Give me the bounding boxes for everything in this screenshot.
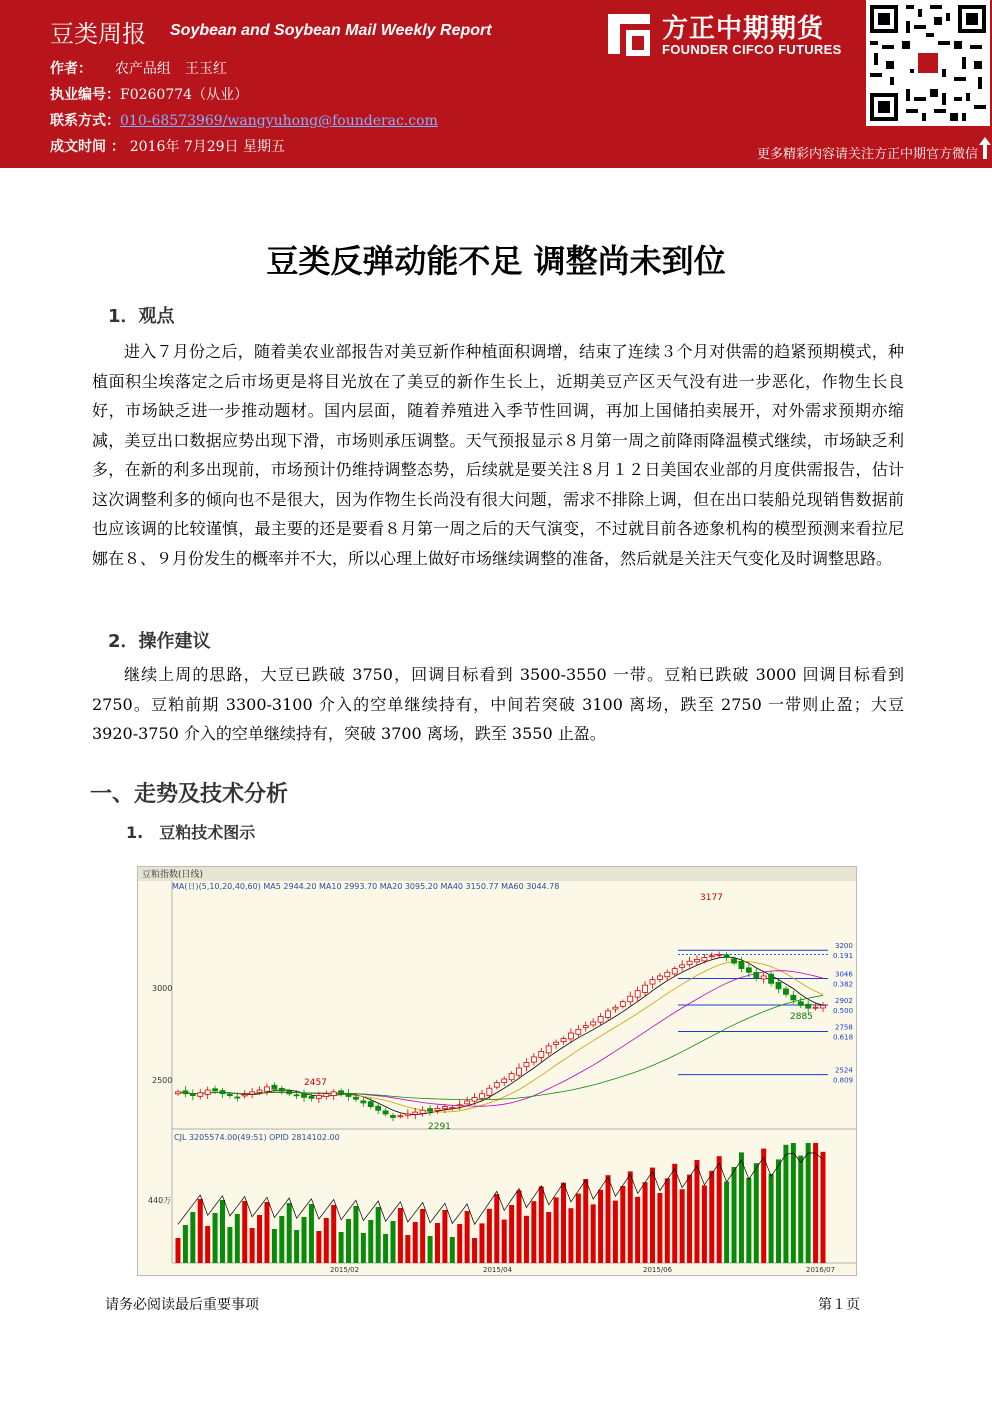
volume-bar <box>257 1215 262 1263</box>
candle-body <box>272 1085 277 1089</box>
candle-body <box>709 956 714 957</box>
date-line <box>50 136 285 156</box>
volume-bar <box>405 1235 410 1263</box>
candle-body <box>205 1090 210 1094</box>
volume-bar <box>220 1200 225 1263</box>
fib-ratio-2524: 0.809 <box>833 1076 854 1085</box>
follow-wechat-text: 更多精彩内容请关注方正中期官方微信 <box>756 147 978 162</box>
volume-bar <box>428 1236 433 1263</box>
volume-bar <box>783 1145 788 1263</box>
candle-body <box>628 996 633 1002</box>
fib-ratio-3046: 0.382 <box>833 980 854 989</box>
candle-body <box>287 1091 292 1094</box>
chart-caption: 1. 豆粕技术图示 <box>126 823 256 842</box>
volume-bar <box>346 1219 351 1263</box>
candle-body <box>479 1094 484 1099</box>
fib-price-3046: 3046 <box>835 970 853 979</box>
candle-body <box>190 1094 195 1096</box>
volume-bar <box>450 1237 455 1263</box>
fib-ratio-2902: 0.500 <box>833 1007 854 1016</box>
candle-body <box>509 1073 514 1079</box>
volume-bar <box>524 1216 529 1263</box>
candle-body <box>643 985 648 992</box>
volume-bar <box>554 1197 559 1263</box>
candle-body <box>376 1106 381 1110</box>
candle-body <box>650 980 655 984</box>
candle-body <box>517 1068 522 1075</box>
volume-bar <box>717 1156 722 1263</box>
contact-line <box>50 110 438 130</box>
volume-bar <box>368 1220 373 1263</box>
volume-bar <box>183 1225 188 1263</box>
candle-body <box>665 972 670 976</box>
volume-bar <box>739 1152 744 1263</box>
volume-bar <box>769 1174 774 1263</box>
x-tick-2: 2015/04 <box>483 1266 513 1274</box>
chart-title: 豆粕指数(日线) <box>142 870 204 880</box>
candle-body <box>331 1092 336 1096</box>
volume-bar <box>680 1189 685 1263</box>
license-value: F0260774（从业） <box>120 87 249 103</box>
candle-body <box>583 1026 588 1028</box>
candle-body <box>546 1046 551 1053</box>
advice-paragraph: 继续上周的思路，大豆已跌破 3750，回调目标看到 3500-3550 一带。豆粕已跌破 3000 回调目标看到 2750。豆粕前期 3300-3100 介入的空单继续持有，中间若突破 3100 离场，跌至 2750 一带则止盈；大豆 3920-3750 介入的空单继续持有，突破 3700 离场，跌至 3550 止盈。 <box>92 665 904 743</box>
candle-body <box>450 1108 455 1109</box>
candle-body <box>754 972 759 977</box>
candle-body <box>524 1062 529 1066</box>
candle-body <box>657 976 662 979</box>
soymeal-technical-chart <box>137 866 857 1276</box>
candle-body <box>242 1095 247 1096</box>
fib-price-3200: 3200 <box>835 942 853 951</box>
candle-body <box>687 961 692 964</box>
volume-bar <box>613 1201 618 1263</box>
x-tick-1: 2015/02 <box>330 1266 360 1274</box>
candle-body <box>235 1097 240 1098</box>
volume-bar <box>813 1143 818 1263</box>
candle-body <box>620 1002 625 1007</box>
volume-bar <box>591 1204 596 1263</box>
candle-body <box>539 1051 544 1057</box>
candle-body <box>294 1095 299 1096</box>
volume-bar <box>598 1190 603 1263</box>
volume-bar <box>339 1232 344 1263</box>
candle-body <box>613 1007 618 1009</box>
volume-bar <box>190 1212 195 1263</box>
candle-body <box>316 1096 321 1099</box>
ma-legend: MA(日)(5,10,20,40,60) MA5 2944.20 MA10 2993.70 MA20 3095.20 MA40 3150.77 MA60 3044.78 <box>172 882 560 891</box>
volume-legend: CJL 3205574.00(49:51) OPID 2814102.00 <box>174 1133 340 1142</box>
volume-bar <box>198 1199 203 1263</box>
candle-body <box>591 1022 596 1025</box>
candle-body <box>761 976 766 979</box>
candle-body <box>776 982 781 988</box>
candle-body <box>361 1101 366 1103</box>
report-header <box>0 0 992 168</box>
candle-body <box>465 1101 470 1104</box>
volume-bar <box>709 1171 714 1263</box>
candle-body <box>183 1091 188 1094</box>
candle-body <box>672 969 677 974</box>
volume-bar <box>205 1226 210 1263</box>
candle-body <box>398 1116 403 1117</box>
candle-body <box>739 961 744 968</box>
candle-body <box>598 1016 603 1022</box>
y-tick-2500: 2500 <box>152 1076 173 1085</box>
date-value: 2016年 7月29日 星期五 <box>129 139 286 155</box>
volume-bar <box>746 1178 751 1263</box>
candle-body <box>717 954 722 955</box>
volume-bar <box>509 1205 514 1263</box>
candle-body <box>302 1094 307 1098</box>
report-title: 豆类反弹动能不足 调整尚未到位 <box>266 242 726 280</box>
candle-body <box>213 1089 218 1091</box>
volume-bar <box>494 1194 499 1263</box>
volume-bar <box>732 1167 737 1263</box>
candle-body <box>176 1092 181 1094</box>
volume-bar <box>353 1206 358 1263</box>
volume-bar <box>316 1231 321 1263</box>
candles <box>176 951 826 1121</box>
volume-bar <box>620 1186 625 1263</box>
volume-bar <box>213 1213 218 1263</box>
candle-body <box>428 1109 433 1112</box>
volume-bar <box>694 1160 699 1263</box>
volume-bar <box>227 1227 232 1263</box>
candle-body <box>813 1007 818 1008</box>
volume-bar <box>568 1208 573 1263</box>
volume-bar <box>724 1182 729 1263</box>
section-advice-heading: 2．操作建议 <box>108 631 211 652</box>
volume-bar <box>479 1223 484 1263</box>
fib-ratio-3200: 0.191 <box>833 952 854 961</box>
candle-body <box>257 1090 262 1092</box>
candle-body <box>435 1108 440 1110</box>
author-label: 作者： <box>50 61 92 77</box>
volume-bar <box>754 1163 759 1263</box>
volume-bar <box>457 1224 462 1263</box>
fib-price-2524: 2524 <box>835 1066 853 1075</box>
volume-bar <box>442 1210 447 1263</box>
candle-body <box>346 1094 351 1097</box>
candle-body <box>279 1088 284 1091</box>
candle-body <box>413 1112 418 1114</box>
candle-body <box>264 1087 269 1091</box>
volume-bar <box>465 1211 470 1263</box>
volume-bar <box>517 1190 522 1263</box>
volume-bar <box>331 1205 336 1263</box>
volume-bar <box>657 1193 662 1263</box>
volume-bar <box>324 1218 329 1263</box>
volume-bar <box>798 1156 803 1263</box>
volume-bar <box>821 1152 826 1263</box>
volume-bar <box>606 1175 611 1263</box>
volume-bar <box>420 1209 425 1263</box>
candle-body <box>457 1105 462 1106</box>
volume-bar <box>472 1238 477 1263</box>
part-one-heading: 一、走势及技术分析 <box>90 782 289 807</box>
candle-body <box>606 1011 611 1018</box>
volume-bar <box>242 1201 247 1263</box>
volume-bar <box>272 1229 277 1263</box>
volume-bar <box>383 1234 388 1263</box>
volume-bar <box>361 1233 366 1263</box>
volume-bar <box>398 1208 403 1263</box>
candle-body <box>702 958 707 961</box>
volume-bar <box>643 1182 648 1263</box>
volume-bar <box>628 1171 633 1263</box>
candle-body <box>309 1096 314 1098</box>
candle-body <box>746 968 751 972</box>
volume-bar <box>546 1212 551 1263</box>
candle-body <box>391 1115 396 1117</box>
volume-bars <box>176 1143 826 1263</box>
volume-bar <box>650 1168 655 1263</box>
candle-body <box>791 995 796 1000</box>
license-label: 执业编号： <box>50 87 120 103</box>
brand-title: 豆类周报 <box>50 20 146 48</box>
candle-body <box>531 1057 536 1062</box>
volume-bar <box>235 1214 240 1263</box>
candle-body <box>724 955 729 958</box>
volume-bar <box>806 1143 811 1263</box>
candle-body <box>554 1042 559 1044</box>
x-tick-4: 2016/07 <box>806 1266 836 1274</box>
page-number: 第１页 <box>818 1297 860 1313</box>
candle-body <box>198 1093 203 1096</box>
volume-bar <box>391 1221 396 1263</box>
founder-logo-icon <box>604 10 654 60</box>
volume-bar <box>561 1183 566 1263</box>
candle-body <box>420 1110 425 1113</box>
candle-body <box>783 989 788 995</box>
candle-body <box>821 1005 826 1008</box>
volume-bar <box>635 1197 640 1263</box>
fib-price-2758: 2758 <box>835 1023 853 1032</box>
volume-bar <box>672 1164 677 1263</box>
volume-bar <box>687 1175 692 1263</box>
volume-tick: 440万 <box>148 1196 172 1205</box>
candle-body <box>383 1111 388 1114</box>
candle-body <box>494 1083 499 1087</box>
volume-bar <box>761 1149 766 1263</box>
footer-disclaimer: 请务必阅读最后重要事项 <box>105 1297 259 1313</box>
volume-bar <box>264 1202 269 1263</box>
volume-bar <box>502 1220 507 1263</box>
qr-code-icon[interactable] <box>866 0 990 126</box>
volume-bar <box>702 1185 707 1263</box>
fib-price-2902: 2902 <box>835 997 853 1006</box>
volume-bar <box>279 1216 284 1263</box>
volume-bar <box>376 1207 381 1263</box>
logo-en-text: FOUNDER CIFCO FUTURES <box>662 42 842 57</box>
x-tick-3: 2015/06 <box>643 1266 673 1274</box>
volume-bar <box>791 1143 796 1263</box>
volume-bar <box>294 1230 299 1263</box>
annot-3177: 3177 <box>700 893 723 903</box>
contact-label: 联系方式： <box>50 113 120 129</box>
y-tick-3000: 3000 <box>152 984 173 993</box>
candle-body <box>798 1002 803 1006</box>
candle-body <box>220 1091 225 1094</box>
author-line <box>50 58 227 78</box>
candle-body <box>405 1114 410 1115</box>
volume-bar <box>413 1222 418 1263</box>
candle-body <box>635 991 640 997</box>
contact-link[interactable]: 010-68573969/wangyuhong@founderac.com <box>120 113 438 129</box>
candle-body <box>568 1033 573 1039</box>
volume-bar <box>287 1203 292 1263</box>
candle-body <box>368 1102 373 1107</box>
candle-body <box>324 1094 329 1097</box>
volume-bar <box>576 1194 581 1263</box>
volume-bar <box>531 1201 536 1263</box>
fib-ratio-2758: 0.618 <box>833 1033 854 1042</box>
candle-body <box>339 1091 344 1094</box>
chart-canvas <box>138 867 856 1275</box>
section-viewpoint-heading: 1．观点 <box>108 306 175 327</box>
volume-bar <box>176 1238 181 1263</box>
annot-2291: 2291 <box>428 1122 451 1132</box>
license-line <box>50 84 248 104</box>
candle-body <box>502 1079 507 1082</box>
volume-bar <box>250 1228 255 1263</box>
date-label: 成文时间 ： <box>50 139 125 155</box>
volume-bar <box>487 1209 492 1263</box>
candle-body <box>487 1088 492 1095</box>
volume-bar <box>539 1187 544 1263</box>
logo-cn-text: 方正中期期货 <box>662 14 825 44</box>
volume-bar <box>583 1179 588 1263</box>
candle-body <box>680 965 685 967</box>
candle-body <box>732 959 737 963</box>
volume-bar <box>435 1223 440 1263</box>
candle-body <box>227 1094 232 1095</box>
candle-body <box>353 1097 358 1099</box>
candle-body <box>576 1029 581 1034</box>
candle-body <box>472 1097 477 1101</box>
volume-bar <box>309 1204 314 1263</box>
candle-body <box>250 1092 255 1094</box>
arrow-up-icon <box>978 136 992 160</box>
fibonacci-levels <box>678 942 853 1084</box>
candle-body <box>694 959 699 961</box>
annot-2885: 2885 <box>790 1012 813 1022</box>
candle-body <box>769 974 774 983</box>
annot-2457: 2457 <box>304 1078 327 1088</box>
candle-body <box>806 1004 811 1008</box>
candle-body <box>442 1107 447 1109</box>
viewpoint-paragraph: 进入７月份之后，随着美农业部报告对美豆新作种植面积调增，结束了连续３个月对供需的趋紧预期模式，种植面积尘埃落定之后市场更是将目光放在了美豆的新作生长上，近期美豆产区天气没有进一步恶化，作物生长良好，市场缺乏进一步推动题材。国内层面，随着养殖进入季节性回调，再加上国储拍卖展开，对外需求预期亦缩减，美豆出口数据应势出现下滑，市场则承压调整。天气预报显示８月第一周之前降雨降温模式继续，市场缺乏利多，在新的利多出现前，市场预计仍维持调整态势，后续就是要关注８月１２日美国农业部的月度供需报告，估计这次调整利多的倾向也不是很大，因为作物生长尚没有很大问题，需求不排除上调，但在出口装船兑现销售数据前也应该调的比较谨慎，最主要的还是要看８月第一周之后的天气演变，不过就目前各迹象机构的模型预测来看拉尼娜在８、９月份发生的概率并不大，所以心理上做好市场继续调整的准备，然后就是关注天气变化及时调整思路。 <box>92 342 904 568</box>
company-logo <box>604 8 854 68</box>
brand-subtitle: Soybean and Soybean Mail Weekly Report <box>170 22 492 39</box>
volume-bar <box>665 1178 670 1263</box>
volume-bar <box>302 1217 307 1263</box>
candle-body <box>561 1039 566 1042</box>
volume-bar <box>776 1159 781 1263</box>
author-value: 农产品组 王玉红 <box>114 61 227 77</box>
